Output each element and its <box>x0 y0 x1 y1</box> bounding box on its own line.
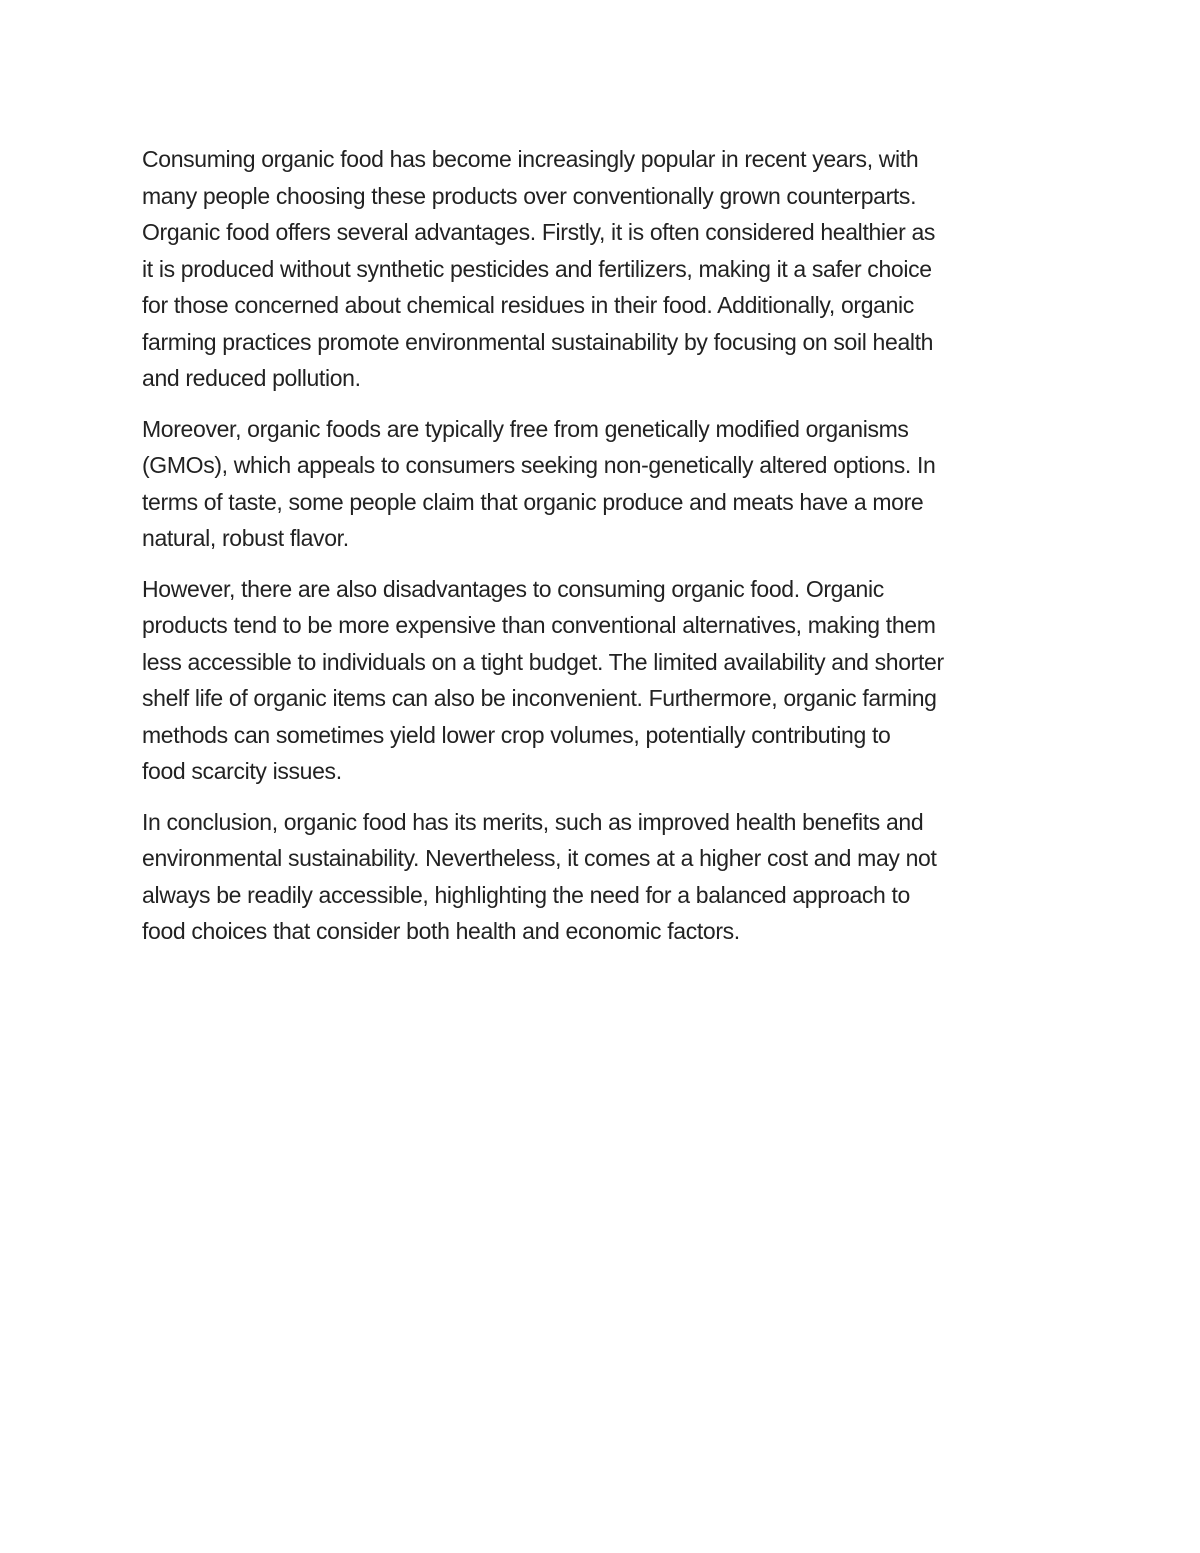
text-line: environmental sustainability. Nevertheless, it comes at a higher cost and may not <box>142 845 937 871</box>
text-line: food choices that consider both health and economic factors. <box>142 918 740 944</box>
paragraph-intro <box>142 141 1058 397</box>
paragraph-conclusion <box>142 804 1058 950</box>
document-body <box>142 141 1058 964</box>
text-line: for those concerned about chemical residues in their food. Additionally, organic <box>142 292 914 318</box>
text-line: it is produced without synthetic pesticides and fertilizers, making it a safer choice <box>142 255 932 282</box>
text-line: less accessible to individuals on a tight budget. The limited availability and shorter <box>142 648 944 675</box>
text-line: terms of taste, some people claim that organic produce and meats have a more <box>142 488 924 515</box>
text-line: Moreover, organic foods are typically free from genetically modified organisms <box>142 415 909 442</box>
text-line: and reduced pollution. <box>142 365 361 391</box>
text-line: Consuming organic food has become increasingly popular in recent years, with <box>142 146 919 172</box>
text-line: shelf life of organic items can also be inconvenient. Furthermore, organic farming <box>142 685 937 711</box>
text-line: many people choosing these products over conventionally grown counterparts. <box>142 182 917 209</box>
text-line: products tend to be more expensive than conventional alternatives, making them <box>142 612 936 638</box>
text-line: In conclusion, organic food has its merits, such as improved health benefits and <box>142 808 924 835</box>
text-line: farming practices promote environmental sustainability by focusing on soil health <box>142 328 934 355</box>
text-line: methods can sometimes yield lower crop volumes, potentially contributing to <box>142 721 891 748</box>
paragraph-disadvantages <box>142 571 1058 790</box>
text-line: However, there are also disadvantages to consuming organic food. Organic <box>142 575 884 602</box>
text-line: food scarcity issues. <box>142 758 342 784</box>
text-line: Organic food offers several advantages. Firstly, it is often considered healthier as <box>142 219 936 245</box>
text-line: (GMOs), which appeals to consumers seeking non-genetically altered options. In <box>142 452 936 478</box>
text-line: always be readily accessible, highlighting the need for a balanced approach to <box>142 881 910 908</box>
text-line: natural, robust flavor. <box>142 525 349 551</box>
paragraph-gmo-taste <box>142 411 1058 557</box>
